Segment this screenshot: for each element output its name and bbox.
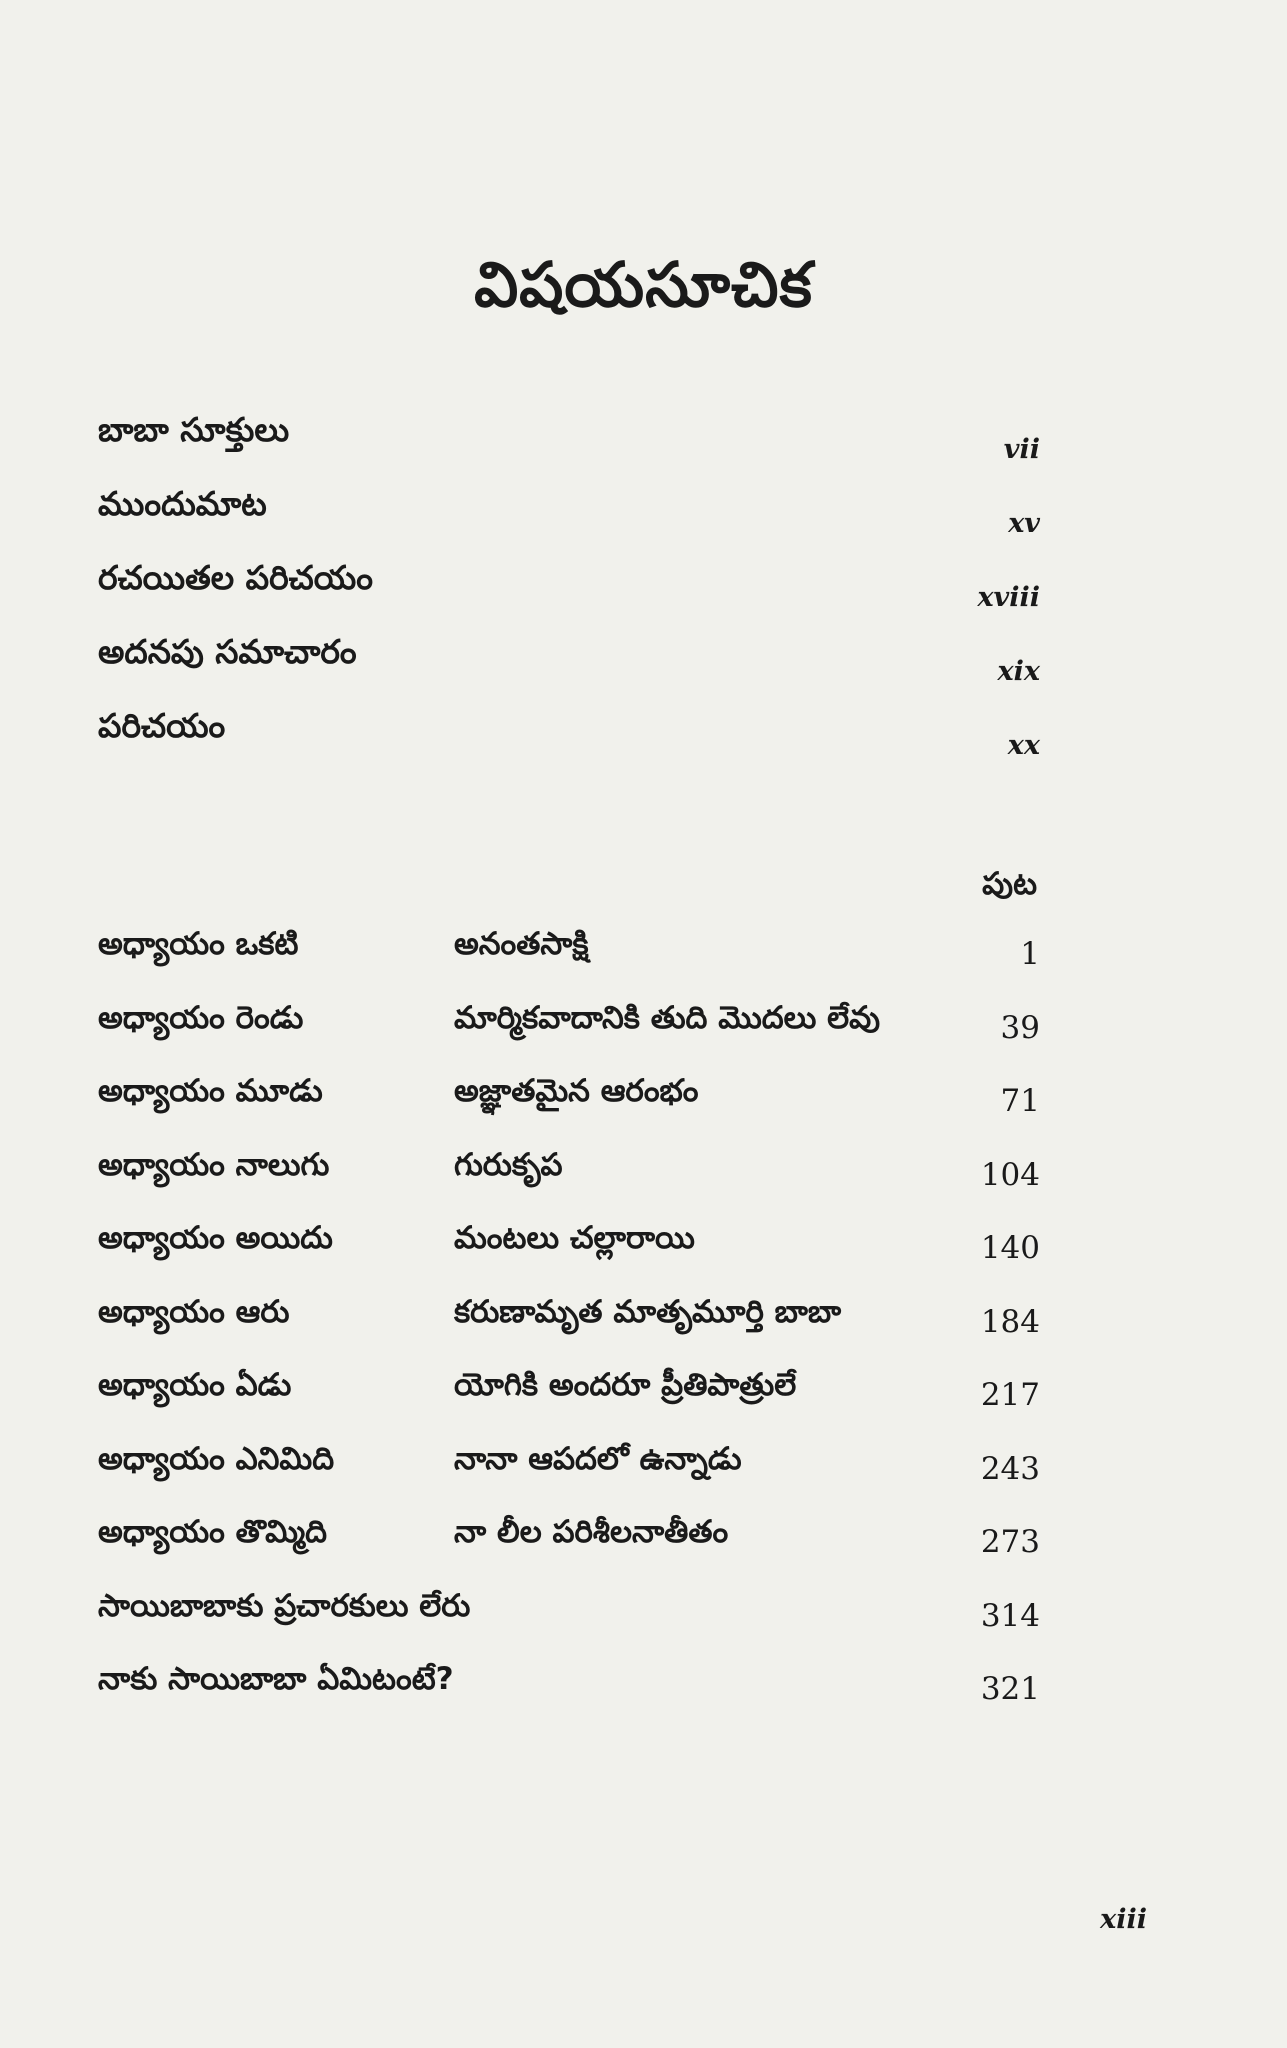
- chapter-number: అధ్యాయం తొమ్మిది: [98, 1514, 328, 1550]
- chapter-number: అధ్యాయం మూడు: [98, 1073, 323, 1109]
- chapter-row: [98, 1441, 1040, 1515]
- chapter-row: [98, 1661, 1040, 1735]
- chapter-row: [98, 1294, 1040, 1368]
- chapter-row: [98, 926, 1040, 1000]
- front-matter-label: అదనపు సమాచారం: [98, 632, 357, 671]
- chapter-page: 217: [980, 1377, 1040, 1413]
- front-matter-row: [98, 632, 1040, 706]
- chapter-number: నాకు సాయిబాబా ఏమిటంటే?: [98, 1661, 454, 1697]
- chapter-title: గురుకృప: [454, 1146, 563, 1183]
- chapter-page: 243: [980, 1450, 1040, 1487]
- chapter-number: అధ్యాయం ఏడు: [98, 1367, 292, 1403]
- chapter-number: అధ్యాయం అయిదు: [98, 1220, 333, 1256]
- chapter-number: అధ్యాయం ఎనిమిది: [98, 1440, 335, 1477]
- front-matter-row: [98, 484, 1040, 558]
- chapter-title: నానా ఆపదలో ఉన్నాడు: [454, 1440, 742, 1477]
- chapter-row: [98, 1367, 1040, 1441]
- front-matter-page: xx: [1007, 730, 1040, 761]
- chapter-row: [98, 1220, 1040, 1294]
- chapter-row: [98, 1000, 1040, 1074]
- chapter-title: మంటలు చల్లారాయి: [454, 1220, 695, 1256]
- chapter-page: 39: [1000, 1009, 1040, 1046]
- chapter-title: అజ్ఞాతమైన ఆరంభం: [454, 1073, 699, 1109]
- front-matter-page: vii: [1003, 434, 1040, 465]
- chapter-row: [98, 1147, 1040, 1221]
- front-matter-label: బాబా సూక్తులు: [98, 410, 290, 449]
- front-matter-row: [98, 706, 1040, 780]
- front-matter-label: పరిచయం: [98, 706, 226, 745]
- chapter-title: కరుణామృత మాతృమూర్తి బాబా: [454, 1293, 842, 1330]
- chapter-page: 273: [980, 1524, 1040, 1560]
- front-matter-list: [98, 410, 1040, 780]
- front-matter-label: ముందుమాట: [98, 484, 267, 523]
- chapter-number: అధ్యాయం ఆరు: [98, 1293, 290, 1330]
- chapter-row: [98, 1588, 1040, 1662]
- chapter-row: [98, 1514, 1040, 1588]
- chapter-title: అనంతసాక్షి: [454, 926, 589, 962]
- front-matter-page: xv: [1008, 508, 1040, 539]
- chapter-page: 314: [980, 1597, 1040, 1634]
- front-matter-page: xix: [997, 656, 1040, 687]
- chapter-page: 184: [980, 1303, 1040, 1340]
- page-folio: xiii: [1100, 1904, 1147, 1935]
- chapter-number: అధ్యాయం నాలుగు: [98, 1146, 330, 1183]
- chapter-page: 71: [1000, 1083, 1040, 1119]
- page-title: విషయసూచిక: [474, 248, 813, 321]
- front-matter-row: [98, 558, 1040, 632]
- chapter-page: 1: [1020, 936, 1040, 972]
- page-column-heading: పుట: [982, 866, 1037, 902]
- chapter-page: 104: [980, 1156, 1040, 1193]
- chapter-number: సాయిబాబాకు ప్రచారకులు లేరు: [98, 1587, 471, 1624]
- front-matter-label: రచయితల పరిచయం: [98, 558, 373, 597]
- front-matter-row: [98, 410, 1040, 484]
- chapter-page: 140: [980, 1230, 1040, 1266]
- chapter-number: అధ్యాయం రెండు: [98, 999, 304, 1036]
- chapter-list: [98, 926, 1040, 1735]
- front-matter-page: xviii: [977, 582, 1040, 613]
- chapter-number: అధ్యాయం ఒకటి: [98, 926, 299, 962]
- chapter-title: యోగికి అందరూ ప్రీతిపాత్రులే: [454, 1367, 797, 1403]
- chapter-page: 321: [980, 1671, 1040, 1707]
- chapter-title: నా లీల పరిశీలనాతీతం: [454, 1514, 729, 1550]
- chapter-title: మార్మికవాదానికి తుది మొదలు లేవు: [454, 999, 881, 1036]
- chapter-row: [98, 1073, 1040, 1147]
